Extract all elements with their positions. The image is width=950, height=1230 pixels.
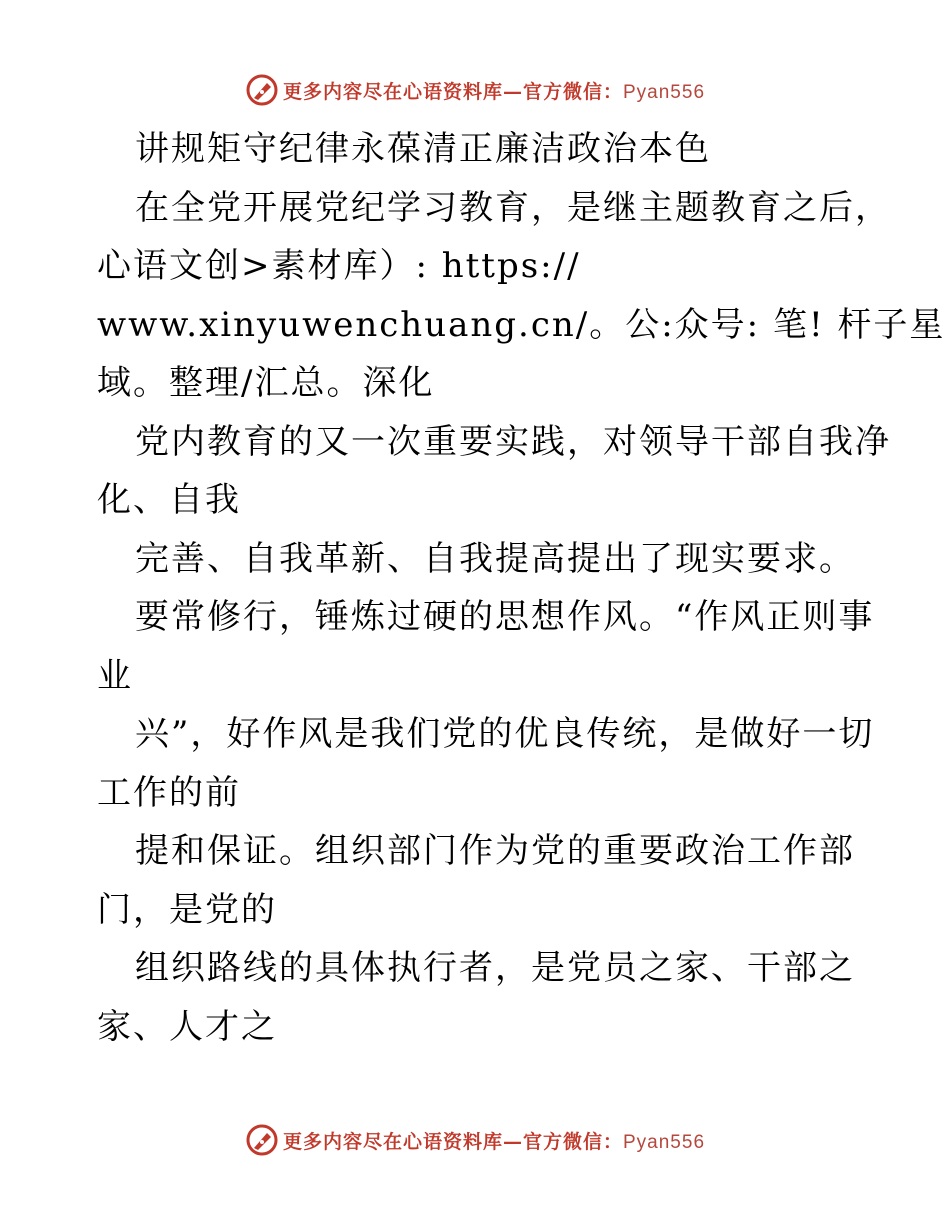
paragraph-line: 工作的前	[97, 772, 241, 813]
paragraph-line: 业	[97, 655, 133, 696]
paragraph-line: 要常修行，锤炼过硬的思想作风。“作风正则事	[135, 597, 875, 637]
paragraph-line: 组织路线的具体执行者，是党员之家、干部之	[135, 948, 855, 988]
paragraph-line: 兴”，好作风是我们党的优良传统，是做好一切	[135, 714, 875, 754]
paragraph-line: 完善、自我革新、自我提高提出了现实要求。	[135, 538, 855, 579]
paragraph-line: 党内教育的又一次重要实践，对领导干部自我净	[135, 421, 891, 462]
footer-banner	[0, 1120, 950, 1160]
footer-banner-text	[283, 1127, 705, 1154]
pen-nib-logo-icon	[245, 73, 279, 107]
paragraph-line-url	[97, 296, 946, 355]
paragraph-line: 家、人才之	[97, 1006, 277, 1047]
header-banner-cn: 更多内容尽在心语资料库—官方微信：	[282, 80, 623, 103]
paragraph-line	[97, 237, 867, 296]
header-banner	[0, 70, 950, 110]
paragraph-line: 在全党开展党纪学习教育，是继主题教育之后，	[135, 187, 891, 228]
header-banner-text	[283, 77, 705, 104]
paragraph-line: 提和保证。组织部门作为党的重要政治工作部	[135, 831, 855, 871]
url-text: www.xinyuwenchuang.cn/。公:众号: 笔! 杆子星	[97, 304, 946, 345]
source-text: 心语文创>素材库）: https://	[97, 246, 581, 286]
pen-nib-logo-icon	[245, 1123, 279, 1157]
paragraph-line: 门，是党的	[97, 889, 277, 930]
paragraph-line: 域。整理/汇总。深化	[97, 363, 435, 403]
header-banner-wechat-id: Pyan556	[623, 81, 706, 103]
paragraph-line: 化、自我	[97, 480, 241, 520]
document-title: 讲规矩守纪律永葆清正廉洁政治本色	[135, 129, 711, 169]
document-body	[97, 120, 946, 1056]
footer-banner-cn: 更多内容尽在心语资料库—官方微信：	[282, 1130, 623, 1153]
footer-banner-wechat-id: Pyan556	[623, 1131, 706, 1153]
